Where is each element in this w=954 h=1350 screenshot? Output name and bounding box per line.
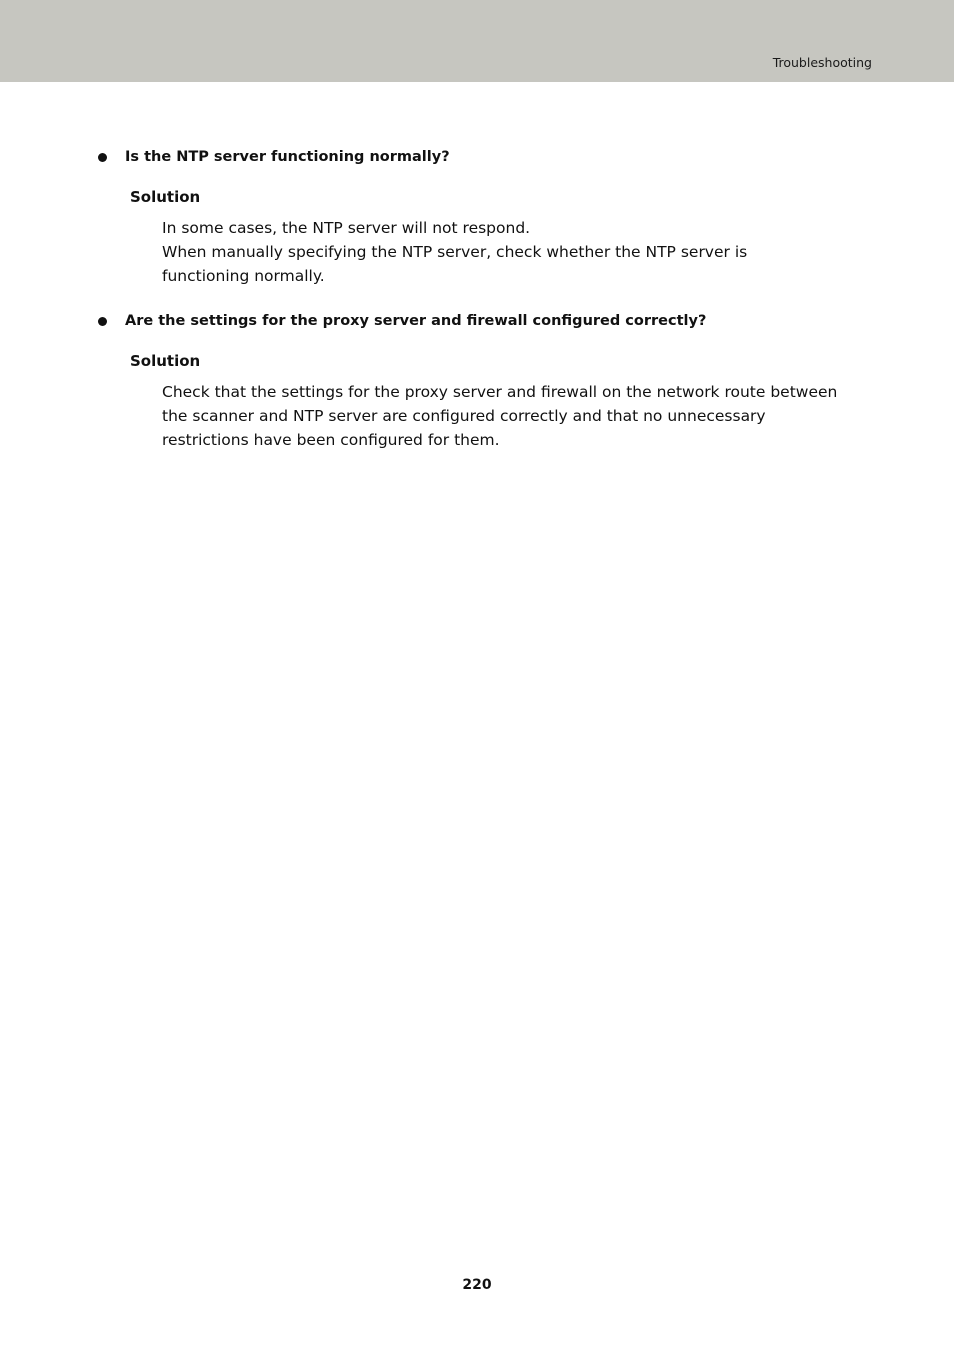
solution-paragraph: When manually specifying the NTP server, check whether the NTP server is functioning normally.: [162, 243, 748, 285]
solution-paragraph: Check that the settings for the proxy server and firewall on the network route between the scanner and NTP server are configured correctly and that no unnecessary restrictions have been configured for them.: [162, 383, 838, 449]
solution-text: [162, 380, 852, 452]
page-number: 220: [462, 1277, 492, 1293]
solution-paragraph: In some cases, the NTP server will not respond.: [162, 219, 531, 237]
solution-text: [162, 216, 852, 288]
section-title: Troubleshooting: [772, 55, 872, 70]
question-heading: Are the settings for the proxy server and firewall configured correctly?: [125, 313, 707, 329]
solution-label: Solution: [130, 188, 201, 206]
solution-label: Solution: [130, 352, 201, 370]
bullet-icon: [98, 317, 107, 326]
page-header: [0, 0, 954, 82]
bullet-icon: [98, 153, 107, 162]
question-heading: Is the NTP server functioning normally?: [125, 149, 450, 165]
